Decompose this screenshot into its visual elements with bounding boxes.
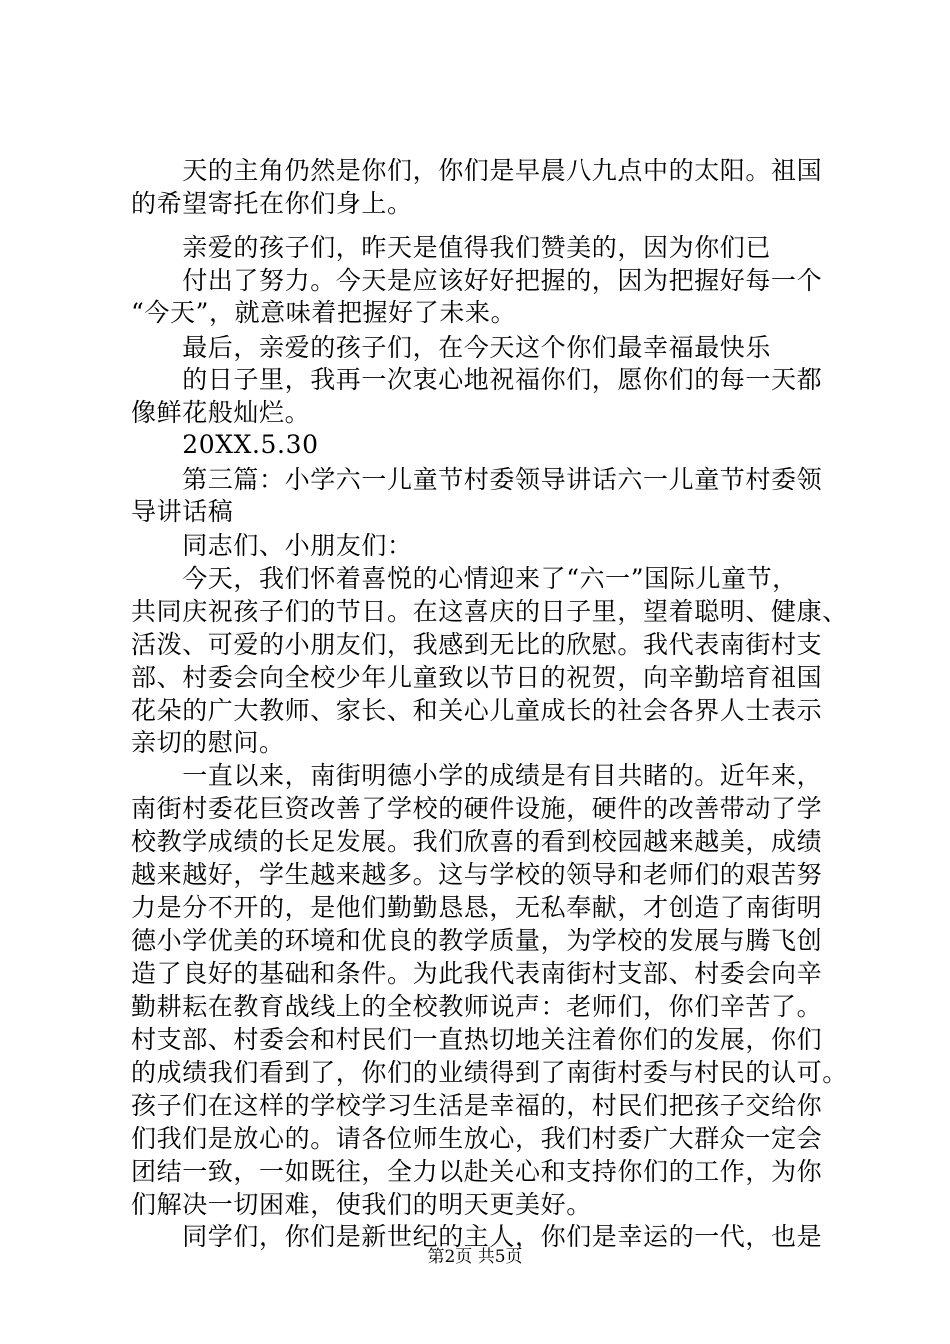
text-line: 的日子里，我再一次衷心地祝福你们，愿你们的每一天都 bbox=[131, 365, 823, 394]
text-line: 部、村委会向全校少年儿童致以节日的祝贺，向辛勤培育祖国 bbox=[131, 663, 823, 692]
text-line: 一直以来，南街明德小学的成绩是有目共睹的。近年来， bbox=[131, 761, 823, 790]
text-line: 导讲话稿 bbox=[131, 497, 234, 526]
text-line: 同学们，你们是新世纪的主人，你们是幸运的一代，也是 bbox=[131, 1222, 823, 1251]
text-line: 共同庆祝孩子们的节日。在这喜庆的日子里，望着聪明、健康、 bbox=[131, 597, 848, 626]
text-line: 同志们、小朋友们： bbox=[131, 531, 413, 560]
text-line: 花朵的广大教师、家长、和关心儿童成长的社会各界人士表示 bbox=[131, 696, 823, 725]
text-line: 村支部、村委会和村民们一直热切地关注着你们的发展，你们 bbox=[131, 1025, 823, 1054]
text-line: 今天，我们怀着喜悦的心情迎来了“六一”国际儿童节， bbox=[131, 564, 798, 593]
text-line: 们解决一切困难，使我们的明天更美好。 bbox=[131, 1190, 592, 1219]
page-footer: 第2页 共5页 bbox=[427, 1247, 523, 1267]
text-line: 力是分不开的，是他们勤勤恳恳，无私奉献，才创造了南街明 bbox=[131, 893, 823, 922]
text-line: 勤耕耘在教育战线上的全校教师说声：老师们，你们辛苦了。 bbox=[131, 992, 823, 1021]
text-line: 南街村委花巨资改善了学校的硬件设施，硬件的改善带动了学 bbox=[131, 794, 823, 823]
text-line: 校教学成绩的长足发展。我们欣喜的看到校园越来越美，成绩 bbox=[131, 827, 823, 856]
text-line: 最后，亲爱的孩子们，在今天这个你们最幸福最快乐 bbox=[131, 333, 772, 362]
text-line: 第三篇：小学六一儿童节村委领导讲话六一儿童节村委领 bbox=[131, 465, 823, 494]
text-line: 们我们是放心的。请各位师生放心，我们村委广大群众一定会 bbox=[131, 1124, 823, 1153]
text-line: 像鲜花般灿烂。 bbox=[131, 398, 311, 427]
text-line: 亲切的慰问。 bbox=[131, 728, 285, 757]
text-line: 20XX.5.30 bbox=[131, 430, 319, 459]
text-line: 活泼、可爱的小朋友们，我感到无比的欣慰。我代表南街村支 bbox=[131, 630, 823, 659]
text-line: 天的主角仍然是你们，你们是早晨八九点中的太阳。祖国 bbox=[131, 156, 823, 185]
text-line: 造了良好的基础和条件。为此我代表南街村支部、村委会向辛 bbox=[131, 959, 823, 988]
text-line: “今天”，就意味着把握好了未来。 bbox=[131, 298, 517, 327]
text-line: 付出了努力。今天是应该好好把握的，因为把握好每一个 bbox=[131, 266, 823, 295]
text-line: 团结一致，一如既往，全力以赴关心和支持你们的工作，为你 bbox=[131, 1157, 823, 1186]
text-line: 的希望寄托在你们身上。 bbox=[131, 189, 413, 218]
text-line: 亲爱的孩子们，昨天是值得我们赞美的，因为你们已 bbox=[131, 233, 772, 262]
text-line: 孩子们在这样的学校学习生活是幸福的，村民们把孩子交给你 bbox=[131, 1091, 823, 1120]
text-line: 德小学优美的环境和优良的教学质量，为学校的发展与腾飞创 bbox=[131, 926, 823, 955]
text-line: 的成绩我们看到了，你们的业绩得到了南街村委与村民的认可。 bbox=[131, 1058, 848, 1087]
text-line: 越来越好，学生越来越多。这与学校的领导和老师们的艰苦努 bbox=[131, 860, 823, 889]
